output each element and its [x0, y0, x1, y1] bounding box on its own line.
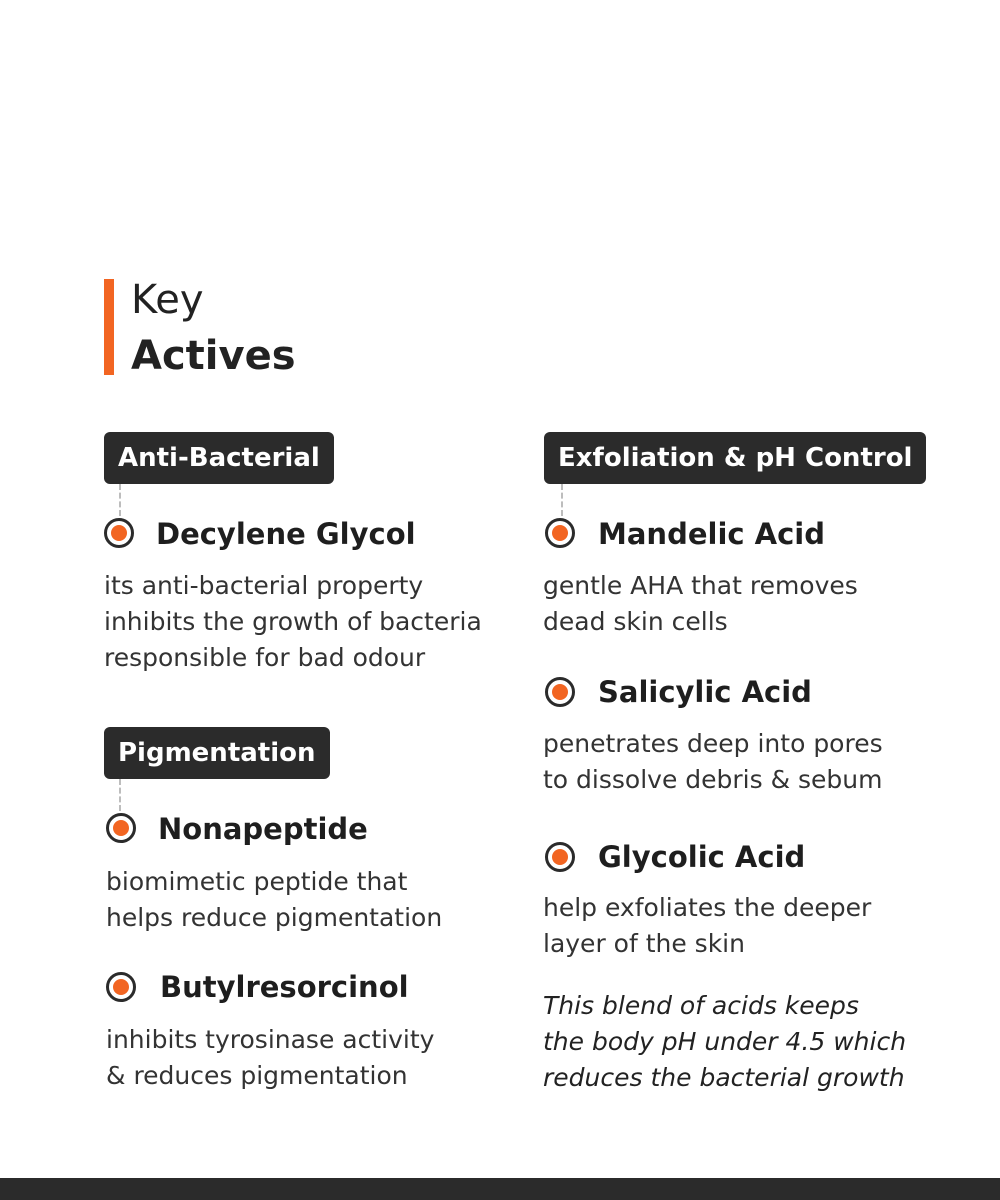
tag-anti-bacterial: Anti-Bacterial: [104, 432, 334, 484]
bullet-icon: [104, 518, 134, 548]
bullet-icon: [545, 842, 575, 872]
active-description-mandelic-acid: gentle AHA that removes dead skin cells: [543, 571, 858, 636]
tag-pigmentation: Pigmentation: [104, 727, 330, 779]
heading-accent-bar: [104, 279, 114, 375]
active-title-nonapeptide: Nonapeptide: [158, 812, 368, 846]
tag-connector: [119, 484, 121, 516]
footer-bar: [0, 1178, 1000, 1200]
ph-blend-note: This blend of acids keeps the body pH under 4.5 which reduces the bacterial growth: [543, 991, 907, 1092]
active-title-glycolic-acid: Glycolic Acid: [598, 840, 806, 874]
bullet-icon: [106, 972, 136, 1002]
active-title-mandelic-acid: Mandelic Acid: [598, 517, 826, 551]
bullet-icon: [106, 813, 136, 843]
heading-key: Key: [131, 277, 204, 323]
active-title-butylresorcinol: Butylresorcinol: [160, 970, 409, 1004]
bullet-icon: [545, 518, 575, 548]
active-description-butylresorcinol: inhibits tyrosinase activity & reduces pigmentation: [106, 1025, 435, 1090]
tag-connector: [561, 484, 563, 516]
tag-connector: [119, 779, 121, 811]
active-description-glycolic-acid: help exfoliates the deeper layer of the skin: [543, 893, 872, 958]
active-title-salicylic-acid: Salicylic Acid: [598, 675, 812, 709]
active-description-nonapeptide: biomimetic peptide that helps reduce pigmentation: [106, 867, 443, 932]
bullet-icon: [545, 677, 575, 707]
active-title-decylene-glycol: Decylene Glycol: [156, 517, 416, 551]
active-description-decylene-glycol: its anti-bacterial property inhibits the growth of bacteria responsible for bad odour: [104, 571, 482, 672]
heading-actives: Actives: [131, 333, 296, 379]
tag-exfoliation-ph-control: Exfoliation & pH Control: [544, 432, 926, 484]
active-description-salicylic-acid: penetrates deep into pores to dissolve debris & sebum: [543, 729, 883, 794]
